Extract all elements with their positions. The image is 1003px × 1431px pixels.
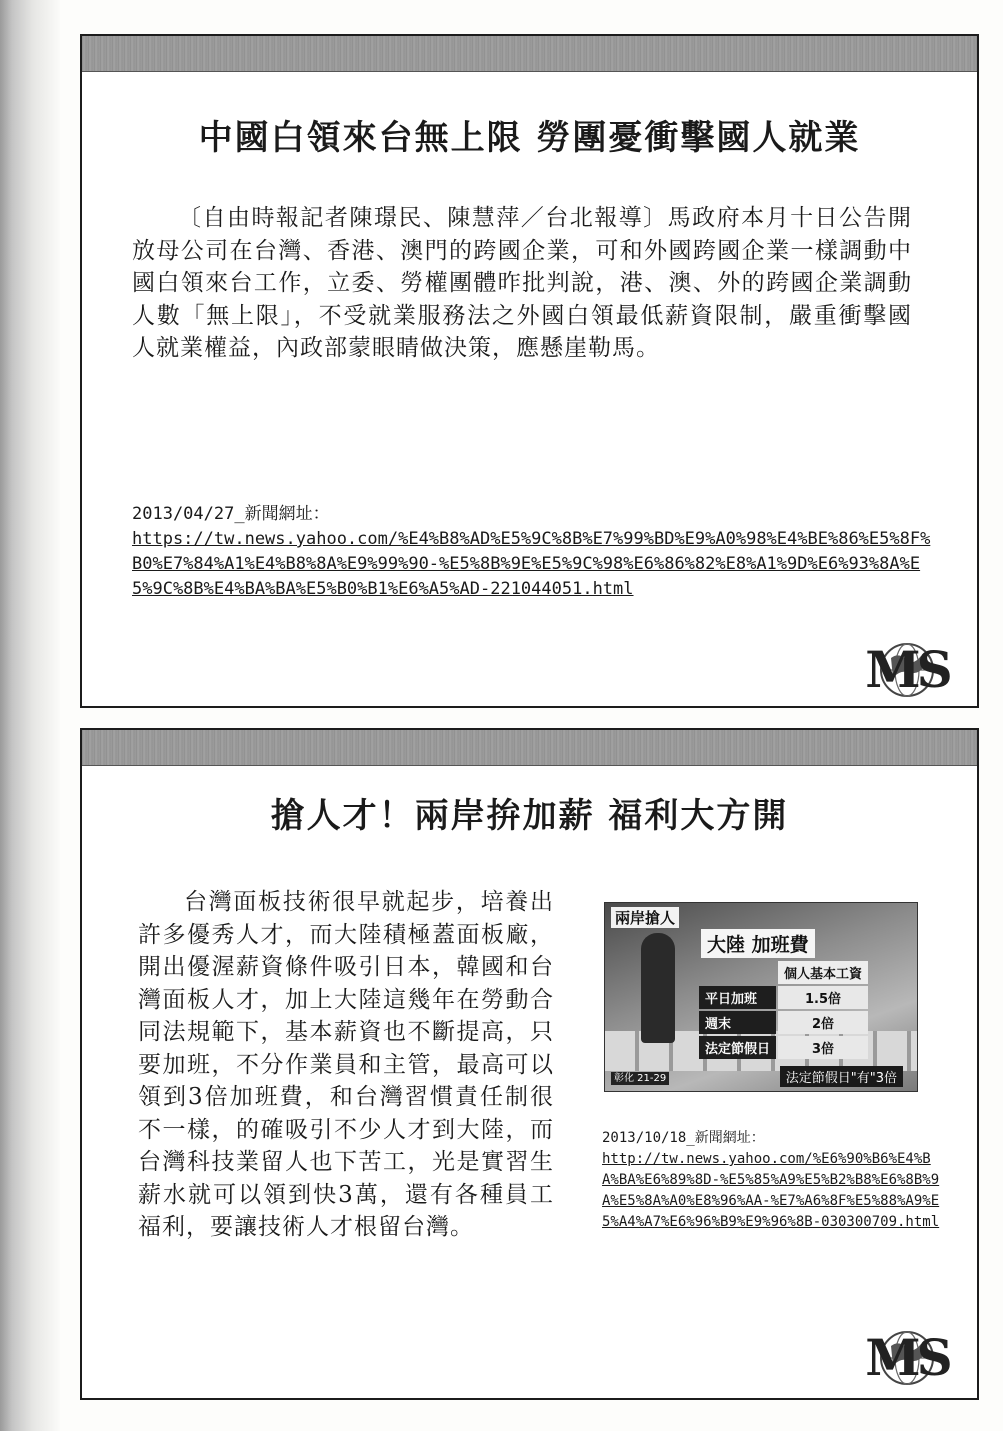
slide-header-bar — [82, 36, 977, 72]
ms-logo — [847, 638, 967, 702]
row-label: 平日加班 — [699, 986, 776, 1009]
source-label: 2013/04/27_新聞網址： — [132, 504, 330, 524]
row-value: 2倍 — [778, 1011, 868, 1034]
slide-title: 搶人才！兩岸拚加薪 福利大方開 — [270, 796, 789, 836]
row-value: 1.5倍 — [778, 986, 868, 1009]
source-label: 2013/10/18_新聞網址： — [602, 1130, 765, 1146]
row-value: 3倍 — [778, 1036, 868, 1059]
slide-2 — [80, 728, 979, 1400]
logo-text: MS — [865, 640, 949, 699]
slide-title: 中國白領來台無上限 勞團憂衝擊國人就業 — [198, 118, 861, 158]
tv-caption: 法定節假日"有"3倍 — [780, 1066, 903, 1087]
page-binding-shadow — [0, 0, 60, 1431]
news-screenshot — [604, 902, 918, 1092]
worker-figure — [641, 933, 675, 1043]
logo-text: MS — [865, 1328, 949, 1387]
news-source — [602, 1128, 942, 1233]
tv-location-badge: 彰化 21-29 — [611, 1072, 669, 1085]
table-row — [699, 1036, 868, 1059]
tv-topic-tag: 兩岸搶人 — [611, 907, 679, 928]
tv-headline: 大陸 加班費 — [701, 929, 815, 958]
overtime-table — [697, 959, 870, 1061]
table-row — [699, 1011, 868, 1034]
row-label: 週末 — [699, 1011, 776, 1034]
source-url-link[interactable]: https://tw.news.yahoo.com/%E4%B8%AD%E5%9C%8B%E7%99%BD%E9%A0%98%E4%BE%86%E5%8F%B0%E7%84%A1%E4%B8%8A%E9%99%90-%E5%8B%9E%E5%9C%98%E6%86%82%E8%A1%9D%E6%93%8A%E5%9C%8B%E4%BA%BA%E5%B0%B1%E6%A5%AD-221044051.html — [132, 529, 931, 599]
slide-1 — [80, 34, 979, 708]
slide-header-bar — [82, 730, 977, 766]
table-row — [699, 986, 868, 1009]
ms-logo — [847, 1326, 967, 1390]
article-body: 台灣面板技術很早就起步，培養出許多優秀人才，而大陸積極蓋面板廠，開出優渥薪資條件吸引日本，韓國和台灣面板人才，加上大陸這幾年在勞動合同法規範下，基本薪資也不斷提高，只要加班，不分作業員和主管，最高可以領到3倍加班費，和台灣習慣責任制很不一樣，的確吸引不少人才到大陸，而台灣科技業留人也下苦工，光是實習生薪水就可以領到快3萬，還有各種員工福利，要讓技術人才根留台灣。 — [138, 889, 554, 1240]
article-body: 〔自由時報記者陳璟民、陳慧萍／台北報導〕馬政府本月十日公告開放母公司在台灣、香港、澳門的跨國企業，可和外國跨國企業一樣調動中國白領來台工作，立委、勞權團體昨批判說，港、澳、外的跨國企業調動人數「無上限」，不受就業服務法之外國白領最低薪資限制，嚴重衝擊國人就業權益，內政部蒙眼睛做決策，應懸崖勒馬。 — [132, 205, 912, 361]
row-label: 法定節假日 — [699, 1036, 776, 1059]
source-url-link[interactable]: http://tw.news.yahoo.com/%E6%90%B6%E4%BA%BA%E6%89%8D-%E5%85%A9%E5%B2%B8%E6%8B%9A%E5%8A%A0%E8%96%AA-%E7%A6%8F%E5%88%A9%E5%A4%A7%E6%96%B9%E9%96%8B-030300709.html — [602, 1151, 940, 1230]
news-source — [132, 502, 932, 602]
table-header: 個人基本工資 — [778, 961, 868, 984]
